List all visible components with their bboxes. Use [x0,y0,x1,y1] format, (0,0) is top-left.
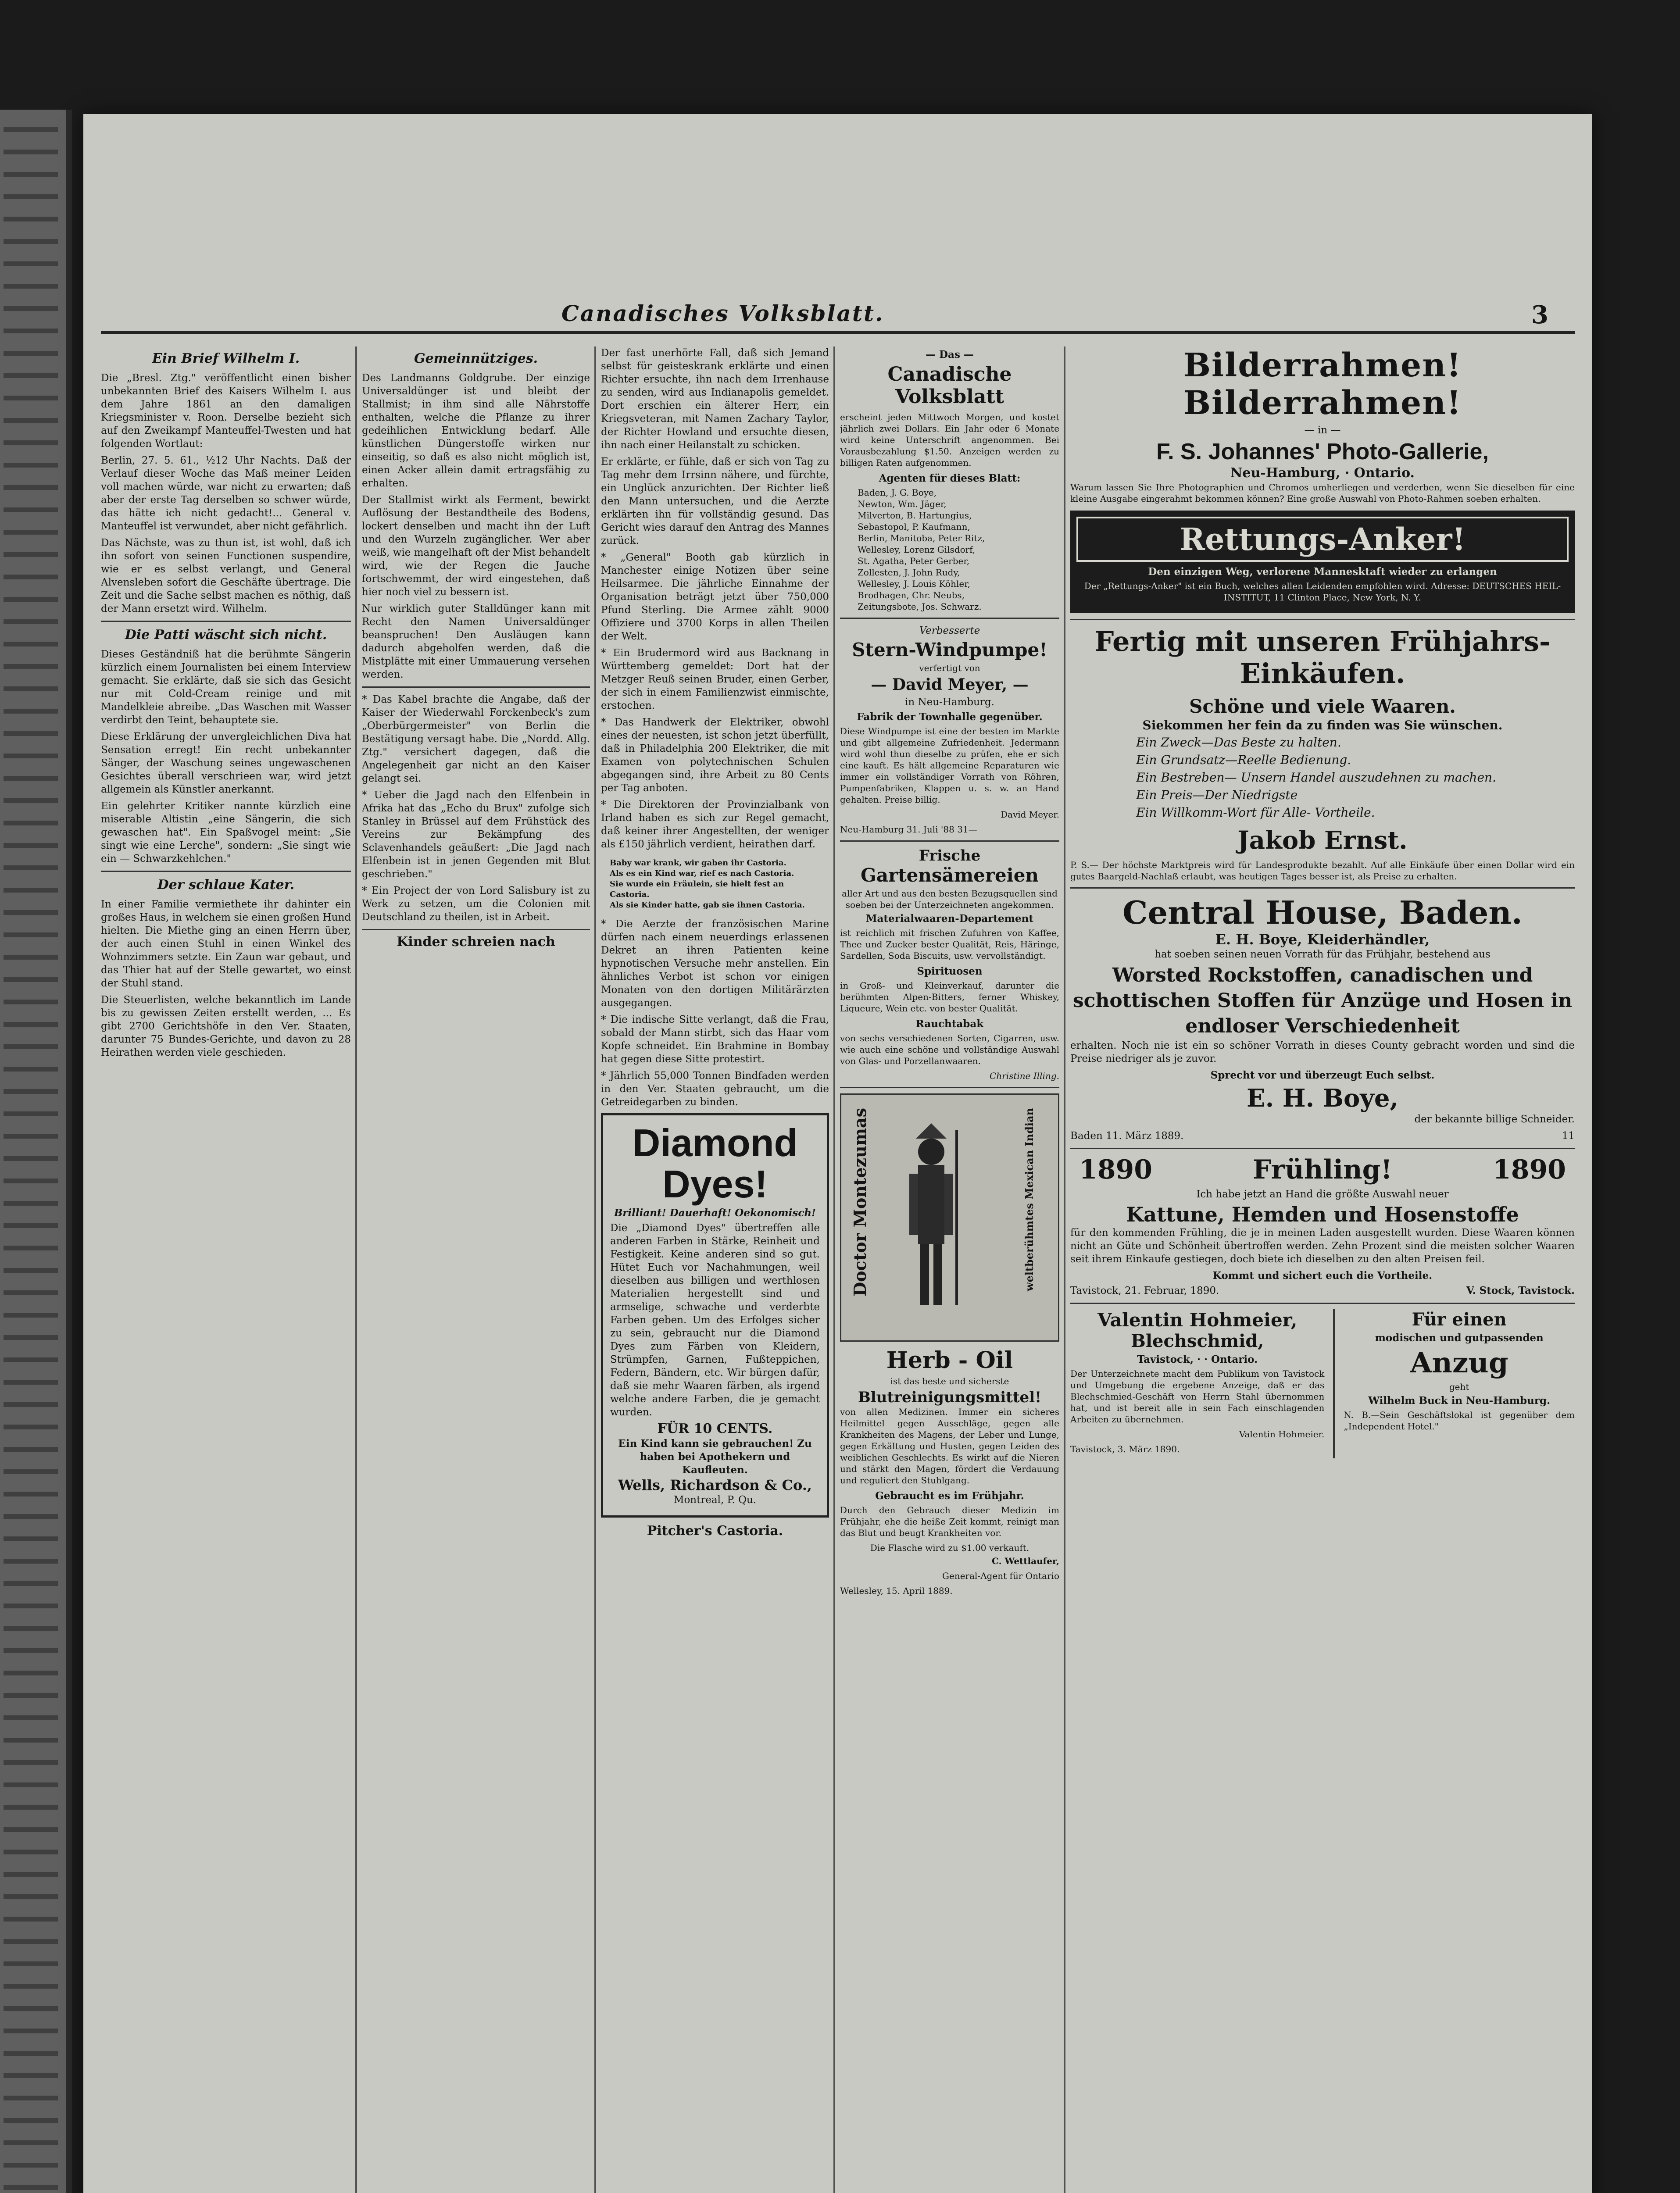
article-paragraph: * Die Direktoren der Provinzialbank von Irland haben es sich zur Regel gemacht, daß keiner ihrer Angestellten, der weniger als £150 jährlich verdient, heirathen darf. [601,799,829,850]
article-paragraph: Des Landmanns Goldgrube. Der einzige Universaldünger ist und bleibt der Stallmist; in ihm sind alle Nährstoffe enthalten, welche die Pflanze zu ihrer gedeihlichen Entwicklung bedarf. Alle künstlichen Düngerstoffe wirken nur einseitig, so daß es also nicht möglich ist, einen Acker allein damit ertragsfähig zu erhalten. [362,372,590,489]
list-item: Newton, Wm. Jäger, [858,499,947,509]
article-paragraph: In einer Familie vermiethete ihr dahinter ein großes Haus, in welchem sie einen großen Hund hielten. Die Miethe ging an einen Herrn über, der auch einen Stuhl in einen Winkel des Wohnzimmers setzte. Ein Zaun war gebaut, und das Thier hat auf der Stelle gewartet, wo einst der Stuhl stand. [101,899,351,989]
ad-title: Herb - Oil [886,1347,1013,1374]
list-item: Zollesten, J. John Rudy, [858,567,960,578]
ad-subhead: Rauchtabak [915,1018,984,1030]
column-5-ads [1070,346,1575,2193]
ad-slogan: Brilliant! Dauerhaft! Oekonomisch! [614,1207,816,1219]
divider [362,686,590,688]
list-item: Ein Bestreben— Unsern Handel auszudehnen zu machen. [1136,770,1496,785]
ad-text: aller Art und aus den besten Bezugsquellen sind soeben bei der Unterzeichneten angekommen. [842,888,1058,910]
ad-title: Bilderrahmen! Bilderrahmen! [1183,346,1462,422]
divider [1070,887,1575,889]
list-item: St. Agatha, Peter Gerber, [858,556,970,566]
ad-signature: Valentin Hohmeier. [1239,1429,1325,1439]
ad-text: geht [1449,1382,1469,1392]
divider [840,1087,1059,1088]
ad-text: P. S.— Der höchste Marktpreis wird für Landesprodukte bezahlt. Auf alle Einkäufe über einen Dollar wird ein gutes Baargeld-Nachlaß erlaubt, was heutigen Tages besser ist, als Preise zu erhalten. [1070,860,1575,882]
article-paragraph: Der fast unerhörte Fall, daß sich Jemand selbst für geisteskrank erklärte und einen Richter ersuchte, ihn nach dem Irrenhause zu senden, wird aus Indianapolis gemeldet. Dort erschien ein älterer Herr, ein Kriegsveteran, mit Namen Zachary Taylor, der Richter Howland und ersuchte diesen, ihn nach einer Heilanstalt zu schicken. [601,347,829,451]
ad-signature: Christine Illing. [989,1071,1059,1081]
ad-signature: C. Wettlaufer, [992,1556,1059,1566]
column-3 [601,346,829,2193]
list-item: Brodhagen, Chr. Neubs, [858,590,965,600]
article-heading: Ein Brief Wilhelm I. [152,351,300,366]
ad-title: Anzug [1410,1347,1508,1379]
diamond-dyes-ad [601,1113,829,1518]
ad-title: Dyes! [662,1162,768,1206]
ad-title: Central House, Baden. [1122,894,1523,931]
ad-name: F. S. Johannes' Photo-Gallerie, [1156,439,1489,464]
ad-title: Fertig mit unseren Frühjahrs- [1094,625,1551,657]
article-heading: Der schlaue Kater. [157,877,295,893]
article-paragraph: Er erklärte, er fühle, daß er sich von Tag zu Tag mehr dem Irrsinn nähere, und fürchte, ein Unglück anzurichten. Der Richter ließ den Mann untersuchen, und die Aerzte erklärten ihn für vollständig gesund. Das Gericht wies darauf den Antrag des Mannes zurück. [601,456,829,546]
ad-headline: Worsted Rockstoffen, canadischen und schottischen Stoffen für Anzüge und Hosen in endloser Verschiedenheit [1072,964,1573,1037]
ad-date: Baden 11. März 1889. [1070,1130,1184,1142]
ad-dateline [1070,1284,1575,1297]
ad-title: Stern-Windpumpe! [852,639,1047,661]
castoria-line: Als sie Kinder hatte, gab sie ihnen Castoria. [610,900,805,910]
buck-ad [1344,1309,1575,1458]
ad-subhead: Spirituosen [917,965,983,977]
ad-signature: David Meyer. [1001,809,1059,820]
divider [1070,1148,1575,1149]
masthead [101,300,1575,327]
ad-note: N. B.—Sein Geschäftslokal ist gegenüber dem „Independent Hotel." [1344,1410,1575,1432]
divider [840,618,1059,619]
article-paragraph: Der Stallmist wirkt als Ferment, bewirkt Auflösung der Bestandtheile des Bodens, lockert denselben und macht ihn der Luft und den Wurzeln zugänglicher. Wer aber weiß, wie mangelhaft oft der Mist behandelt wird, wie der Regen die Jauche fortschwemmt, der wird eingestehen, daß hier noch viel zu bessern ist. [362,494,590,598]
castoria-line: Baby war krank, wir gaben ihr Castoria. [610,858,786,868]
newspaper-title: Canadisches Volksblatt. [561,300,884,326]
list-item: Ein Willkomm-Wort für Alle- Vortheile. [1136,805,1375,820]
column-rule [1333,1309,1335,1458]
article-paragraph: Die Steuerlisten, welche bekanntlich im Lande bis zu gewissen Zeiten erstellt werden, ... Es gibt 2700 Gerichtshöfe in den Ver. Staaten, darunter 75 Bundes-Gerichte, und davon zu 28 Heirathen werden viele geschieden. [101,994,351,1058]
section-kicker: — Das — [926,349,974,361]
ad-title: Blechschmid, [1131,1331,1264,1351]
divider [101,871,351,872]
ad-title: Rettungs-Anker! [1076,517,1569,562]
banner-title: Frühling! [1253,1154,1392,1185]
article-paragraph: * Die Aerzte der französischen Marine dürfen nach einem neuerdings erlassenen Dekret an ihren Patienten keine hypnotischen Versuche mehr anstellen. Ein ähnliches Verbot ist schon vor einigen Monaten von den dortigen Militärärzten ausgegangen. [601,918,829,1009]
adjacent-page-strip [0,110,72,2193]
ad-text: in Groß- und Kleinverkauf, darunter die berühmten Alpen-Bitters, ferner Whiskey, Liqueure, Wein etc. von bester Qualität. [840,980,1059,1014]
ad-subhead: Materialwaaren-Departement [866,913,1033,925]
ad-kicker: Frische [919,847,981,864]
ad-text: Warum lassen Sie Ihre Photographien und Chromos umherliegen und verderben, wenn Sie dieselben für eine kleine Ausgabe eingerahmt bekommen können? Eine große Auswahl von Photo-Rahmen soeben erhalten. [1070,482,1575,504]
article-heading: Die Patti wäscht sich nicht. [125,627,327,643]
ad-call: Sprecht vor und überzeugt Euch selbst. [1210,1069,1435,1081]
banner-year: 1890 [1493,1154,1566,1185]
article-paragraph: Dieses Geständniß hat die berühmte Sängerin kürzlich einem Journalisten bei einem Interview gemacht. Sie erklärte, daß sie sich das Gesicht nur mit Cold-Cream reinige und mit Mandelkleie abreibe. „Das Waschen mit Wasser verdirbt den Teint, behauptete sie. [101,649,351,726]
divider [362,929,590,930]
ad-text: von allen Medizinen. Immer ein sicheres Heilmittel gegen Ausschläge, gegen alle Krankheiten des Magens, der Leber und Lunge, gegen Erkältung und Husten, gegen Leiden des weiblichen Geschlechts. Es wirkt auf die Nieren und stärkt den Magen, fördert die Verdauung und reguliert den Stuhlgang. [840,1407,1059,1486]
article-paragraph: * Das Kabel brachte die Angabe, daß der Kaiser der Wiederwahl Forckenbeck's zum „Oberbürgermeister" von Berlin die Bestätigung versagt habe. Die „Nordd. Allg. Ztg." versichert dagegen, daß die Angelegenheit gar nicht an den Kaiser gelangt sei. [362,694,590,784]
ad-name: — David Meyer, — [871,675,1029,694]
ad-company: Wells, Richardson & Co., [618,1477,812,1493]
hohmeier-ad [1070,1309,1324,1458]
list-item: Berlin, Manitoba, Peter Ritz, [858,533,985,543]
ad-subhead: Den einzigen Weg, verlorene Mannesktaft wieder zu erlangen [1148,566,1497,578]
column-footer: Pitcher's Castoria. [647,1523,783,1539]
divider [1070,1303,1575,1304]
article-paragraph: Nur wirklich guter Stalldünger kann mit Recht den Namen Universaldünger beanspruchen! Den Ausläugen kann dadurch abgeholfen werden, daß die Mistplätte mit einer Ummauerung versehen werden. [362,603,590,680]
ad-title: Gartensämereien [861,864,1039,886]
agents-list [858,487,1059,612]
list-item: Wellesley, J. Louis Köhler, [858,579,970,589]
ad-text: ist reichlich mit frischen Zufuhren von Kaffee, Thee und Zucker bester Qualität, Reis, Häringe, Sardellen, Soda Biscuits, usw. vervollständigt. [840,928,1059,961]
ad-price: FÜR 10 CENTS. [657,1421,773,1436]
article-paragraph: Das Nächste, was zu thun ist, ist wohl, daß ich ihn sofort von seinen Functionen suspendire, wie er es selbst verlangt, und General Alvensleben sofort die Geschäfte übertrage. Die Zeit und die Sache selbst machen es nöthig, daß der Mann ersetzt wird. Wilhelm. [101,537,351,614]
ad-text: verfertigt von [919,663,980,673]
ad-subhead: Gebraucht es im Frühjahr. [875,1490,1024,1502]
ad-subhead: modischen und gutpassenden [1375,1332,1544,1344]
column-2 [362,346,590,2193]
ad-text: der bekannte billige Schneider. [1414,1114,1575,1125]
ad-kicker: Verbesserte [919,625,980,636]
ad-title: Einkäufen. [1240,657,1405,689]
column-rule [1064,346,1065,2193]
page-number: 3 [1531,300,1548,329]
list-item: Wellesley, Lorenz Gilsdorf, [858,544,976,555]
castoria-line: Als es ein Kind war, rief es nach Castoria. [610,869,794,878]
ad-text: Der Unterzeichnete macht dem Publikum von Tavistock und Umgebung die ergebene Anzeige, daß er das Blechschmied-Geschäft von Herrn Stahl übernommen hat, und ist bereit alle in sein Fach einschlagenden Arbeiten zu übernehmen. [1070,1368,1325,1425]
herb-oil-illustration [840,1093,1059,1342]
ad-text: erhalten. Noch nie ist ein so schöner Vorrath in dieses County gebracht worden und sind die Preise niedriger als je zuvor. [1070,1040,1575,1064]
ad-text: Durch den Gebrauch dieser Medizin im Frühjahr, ehe die heiße Zeit kommt, reinigt man das Blut und beugt Krankheiten vor. [840,1505,1059,1538]
article-paragraph: * „General" Booth gab kürzlich in Manchester einige Notizen über seine Heilsarmee. Die jährliche Einnahme der Organisation beträgt jetzt über 750,000 Pfund Sterling. Die Armee zählt 9000 Offiziere und 3700 Korps in allen Theilen der Welt. [601,552,829,642]
list-item: Sebastopol, P. Kaufmann, [858,521,970,532]
castoria-box [610,858,820,911]
article-paragraph: Berlin, 27. 5. 61., ½12 Uhr Nachts. Daß der Verlauf dieser Woche das Maß meiner Leiden voll machen würde, war nicht zu erwarten; daß aber der erste Tag derselben so schwer würde, das hätte ich nicht gedacht!... General v. Manteuffel ist verwundet, aber nicht gefährlich. [101,455,351,532]
article-paragraph: Die „Bresl. Ztg." veröffentlicht einen bisher unbekannten Brief des Kaisers Wilhelm I. aus dem Jahre 1861 an den damaligen Kriegsminister v. Roon. Derselbe bezieht sich auf den Zweikampf Manteuffel-Twesten und hat folgenden Wortlaut: [101,372,351,450]
article-paragraph: * Ueber die Jagd nach den Elfenbein in Afrika hat das „Echo du Brux" zufolge sich Stanley in Brüssel auf dem Frühstück des Vereins zur Bekämpfung des Sclavenhandels geäußert: „Die Jagd nach Elfenbein ist in jenen Gegenden mit Blut geschrieben." [362,789,590,880]
ad-subhead: Siekommen her fein da zu finden was Sie wünschen. [1142,718,1503,732]
ad-city: Montreal, P. Qu. [673,1494,757,1506]
ad-name: Valentin Hohmeier, [1097,1309,1298,1331]
article-paragraph: * Das Handwerk der Elektriker, obwohl eines der neuesten, ist schon jetzt überfüllt, daß in Philadelphia 200 Elektriker, die mit Examen von polytechnischen Schulen abgegangen sind, ihre Arbeit zu 80 Cents per Tag anboten. [601,717,829,794]
spring-list [1136,734,1575,821]
list-item: Ein Preis—Der Niedrigste [1136,788,1298,802]
ad-kicker: Für einen [1412,1309,1507,1330]
ad-date: Neu-Hamburg 31. Juli '88 31— [840,824,977,835]
ad-title: Diamond [632,1121,798,1164]
article-paragraph: * Jährlich 55,000 Tonnen Bindfaden werden in den Ver. Staaten gebraucht, um die Getreidegarben zu binden. [601,1070,829,1108]
agents-heading: Agenten für dieses Blatt: [879,472,1021,484]
column-rule [594,346,596,2193]
column-1 [101,346,351,2193]
figure-label: Doctor Montezumas [850,1108,870,1297]
list-item: Ein Zweck—Das Beste zu halten. [1136,735,1341,750]
divider [101,621,351,622]
ad-text: Fabrik der Townhalle gegenüber. [857,711,1043,723]
list-item: Baden, J. G. Boye, [858,487,937,498]
ad-text: ist das beste und sicherste [890,1376,1009,1386]
rettungs-anker-ad [1070,511,1575,613]
paper-notice-title: Canadische Volksblatt [887,363,1012,408]
notice-text: erscheint jeden Mittwoch Morgen, und kostet jährlich zwei Dollars. Ein Jahr oder 6 Monate wird keine Unterschrift angenommen. Bei Vorausbezahlung $1.50. Anzeigen werden zu billigen Raten aufgenommen. [840,412,1059,468]
column-4 [840,346,1059,2193]
indian-figure-icon [894,1121,969,1318]
ad-text: Der „Rettungs-Anker" ist ein Buch, welches allen Leidenden empfohlen wird. Adresse: DEUTSCHES HEIL-INSTITUT, 11 Clinton Place, New York, N. Y. [1084,581,1561,603]
ad-price: Die Flasche wird zu $1.00 verkauft. [870,1543,1029,1553]
article-heading: Gemeinnütziges. [414,351,538,366]
ad-headline: Schöne und viele Waaren. [1189,696,1456,717]
column-rule [833,346,835,2193]
ad-text: General-Agent für Ontario [942,1571,1059,1581]
article-paragraph: * Ein Brudermord wird aus Backnang in Württemberg gemeldet: Dort hat der Metzger Reuß seinen Bruder, einen Gerber, der sich in einem Familienzwist einmischte, erstochen. [601,647,829,711]
ad-headline: Kattune, Hemden und Hosenstoffe [1126,1203,1519,1226]
masthead-rule [101,331,1575,334]
article-paragraph: Diese Erklärung der unvergleichlichen Diva hat Sensation erregt! Ein recht unbekannter Sänger, der Waschung seines ungewaschenen Gesichtes überall verschrieen war, wird jetzt allgemein als Künstler anerkannt. [101,731,351,795]
ad-text: Diese Windpumpe ist eine der besten im Markte und gibt allgemeine Zufriedenheit. Jedermann wird wohl thun dieselbe zu prüfen, ehe er sich eine kauft. Es hält allgemeine Reparaturen wie immer ein vollständiger Vorrath von Röhren, Pumpenfabriken, Klappen u. s. w. an Hand gehalten. Preise billig. [840,726,1059,805]
divider [840,840,1059,842]
ad-text: Ein Kind kann sie gebrauchen! Zu haben bei Apothekern und Kaufleuten. [618,1438,812,1476]
ad-dateline [1070,1129,1575,1143]
figure-label: weltberühmtes Mexican Indian [1023,1108,1036,1292]
column-footer: Kinder schreien nach [397,934,555,950]
ad-text: — in — [1304,425,1341,436]
bottom-ads [1070,1309,1575,1458]
banner-year: 1890 [1079,1154,1152,1185]
ad-date: Tavistock, 21. Februar, 1890. [1070,1285,1219,1297]
list-item: Ein Grundsatz—Reelle Bedienung. [1136,753,1351,767]
ad-number: 11 [1562,1130,1575,1142]
list-item: Zeitungsbote, Jos. Schwarz. [858,601,982,612]
castoria-line: Sie wurde ein Fräulein, sie hielt fest an Castoria. [610,879,784,899]
ad-date: Tavistock, 3. März 1890. [1070,1444,1180,1454]
ad-text: hat soeben seinen neuen Vorrath für das Frühjahr, bestehend aus [1155,949,1491,960]
ad-date: Wellesley, 15. April 1889. [840,1586,953,1596]
ad-signature: V. Stock, Tavistock. [1466,1285,1575,1297]
article-paragraph: * Ein Project der von Lord Salisbury ist zu Werk zu setzen, um die Colonien mit Deutschland zu theilen, ist in Arbeit. [362,885,590,923]
ad-city: in Neu-Hamburg. [905,696,994,708]
ad-signature: Jakob Ernst. [1237,826,1408,855]
ad-signature: E. H. Boye, [1247,1084,1398,1113]
ad-text: Die „Diamond Dyes" übertreffen alle anderen Farben in Stärke, Reinheit und Festigkeit. Keine anderen sind so gut. Hütet Euch vor Nachahmungen, weil dieselben aus billigen und werthlosen Materialien hergestellt sind und armselige, schwache und verderbte Farben geben. Um des Erfolges sicher zu sein, gebraucht nur die Diamond Dyes zum Färben von Kleidern, Strümpfen, Garnen, Fußteppichen, Federn, Bändern, etc. Wir bürgen dafür, daß sie mehr Waaren färben, als irgend welche andere Farben, die je gemacht wurden. [610,1222,820,1418]
ad-call: Kommt und sichert euch die Vortheile. [1212,1270,1433,1282]
ad-text: von sechs verschiedenen Sorten, Cigarren, usw. wie auch eine schöne und vollständige Auswahl von Glas- und Porzellanwaaren. [840,1033,1059,1066]
ad-text: Wilhelm Buck in Neu-Hamburg. [1368,1395,1551,1407]
article-paragraph: Ein gelehrter Kritiker nannte kürzlich eine miserable Altistin „eine Sängerin, die sich gewaschen hat". Ein Spaßvogel meint: „Sie singt wie eine Lerche", sondern: „Sie singt wie ein — Schwarzkehlchen." [101,800,351,864]
ad-headline: Blutreinigungsmittel! [858,1389,1042,1406]
ad-text: Ich habe jetzt an Hand die größte Auswahl neuer [1196,1189,1449,1200]
frühling-banner [1079,1154,1566,1185]
ad-text: für den kommenden Frühling, die je in meinen Laden ausgestellt wurden. Diese Waaren können nicht an Güte und Schönheit übertroffen werden. Zehn Prozent sind die meisten solcher Waaren seit ihrem Einkaufe gestiegen, doch biete ich dieselben zu den alten Preisen feil. [1070,1227,1575,1265]
ad-city: Neu-Hamburg, · Ontario. [1230,465,1415,481]
column-rule [355,346,357,2193]
list-item: Milverton, B. Hartungius, [858,510,972,521]
divider [1070,619,1575,620]
ad-name: E. H. Boye, Kleiderhändler, [1215,931,1430,948]
article-paragraph: * Die indische Sitte verlangt, daß die Frau, sobald der Mann stirbt, sich das Haar vom Kopfe schneidet. Ein Brahmine in Bombay hat gegen diese Sitte protestirt. [601,1014,829,1065]
newspaper-page [83,114,1592,2193]
ad-city: Tavistock, · · Ontario. [1137,1354,1258,1365]
